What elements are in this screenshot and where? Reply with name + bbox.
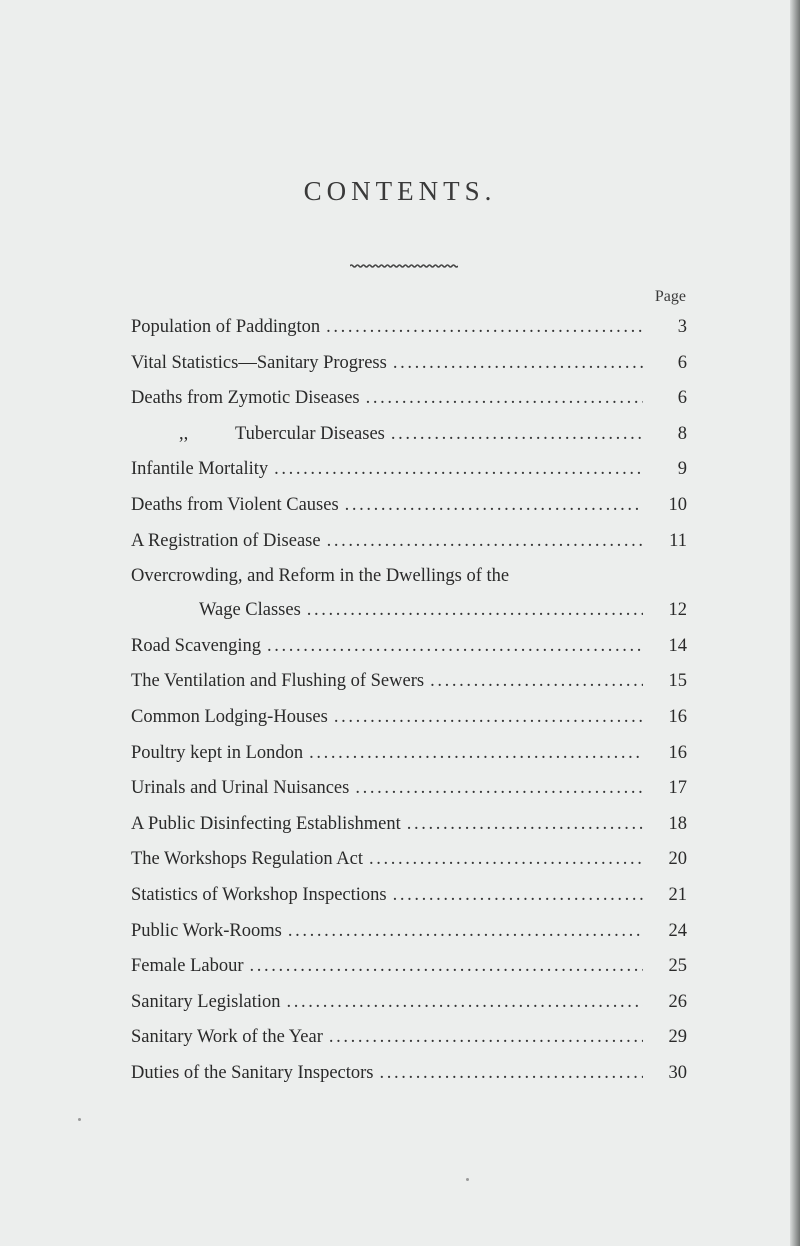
toc-entry bbox=[131, 488, 687, 524]
toc-entry-label: Population of Paddington bbox=[131, 317, 321, 337]
ditto-mark: ,, bbox=[179, 423, 189, 444]
toc-entry-label: Duties of the Sanitary Inspectors bbox=[131, 1062, 374, 1083]
toc-entry-label bbox=[131, 417, 385, 453]
toc-entry-page: 16 bbox=[668, 742, 687, 763]
dot-leader bbox=[329, 1020, 643, 1056]
toc-entry bbox=[131, 807, 687, 843]
toc-entry bbox=[131, 842, 687, 878]
toc-entry-label: Infantile Mortality bbox=[131, 459, 269, 480]
toc-entry-label: Public Work-Rooms bbox=[131, 920, 282, 941]
toc-entry bbox=[131, 417, 687, 453]
toc-entry-page: 21 bbox=[668, 884, 687, 905]
toc-entry bbox=[131, 1056, 687, 1092]
dot-leader bbox=[393, 878, 643, 914]
toc-entry bbox=[131, 914, 687, 950]
dot-leader bbox=[366, 381, 643, 417]
toc-entry-label: Poultry kept in London bbox=[131, 742, 304, 763]
toc-entry bbox=[131, 524, 687, 560]
dot-leader bbox=[307, 593, 643, 629]
toc-entry-page: 9 bbox=[677, 459, 687, 480]
page-title: CONTENTS. bbox=[303, 176, 497, 206]
page-edge-shadow bbox=[790, 0, 800, 1246]
toc-entry-label: Wage Classes bbox=[199, 600, 301, 621]
toc-entry-page: 29 bbox=[668, 1027, 687, 1048]
toc-entry-label: Overcrowding, and Reform in the Dwellings of the bbox=[131, 566, 510, 587]
toc-entry-page: 15 bbox=[668, 671, 687, 692]
toc-entry-page: 20 bbox=[668, 849, 687, 870]
toc-entry-label: Deaths from Zymotic Diseases bbox=[131, 388, 360, 409]
toc-entry-page: 26 bbox=[668, 991, 687, 1012]
toc-entry-continuation bbox=[131, 593, 687, 629]
toc-entry bbox=[131, 736, 687, 772]
table-of-contents bbox=[131, 310, 687, 1091]
toc-entry bbox=[131, 381, 687, 417]
dot-leader bbox=[380, 1056, 644, 1092]
dot-leader bbox=[274, 452, 643, 488]
toc-entry-label: Female Labour bbox=[131, 956, 244, 977]
dot-leader bbox=[287, 985, 643, 1021]
toc-entry bbox=[131, 346, 687, 382]
toc-entry-page: 12 bbox=[668, 600, 687, 621]
toc-entry bbox=[131, 878, 687, 914]
toc-entry-label: Road Scavenging bbox=[131, 635, 261, 656]
toc-entry-page: 10 bbox=[668, 494, 687, 515]
toc-entry-label: A Registration of Disease bbox=[131, 530, 321, 551]
paper-speck bbox=[78, 1118, 81, 1121]
toc-entry bbox=[131, 949, 687, 985]
toc-entry-label-text: Tubercular Diseases bbox=[235, 423, 385, 444]
toc-entry-label: Statistics of Workshop Inspections bbox=[131, 884, 387, 905]
toc-entry-page: 14 bbox=[668, 635, 687, 656]
toc-entry-page: 25 bbox=[668, 956, 687, 977]
toc-entry-page: 16 bbox=[668, 706, 687, 727]
dot-leader bbox=[288, 914, 643, 950]
dot-leader bbox=[250, 949, 644, 985]
dot-leader bbox=[391, 417, 643, 453]
toc-entry bbox=[131, 771, 687, 807]
dot-leader bbox=[334, 700, 643, 736]
toc-entry-label: Urinals and Urinal Nuisances bbox=[131, 778, 350, 799]
dot-leader bbox=[355, 771, 643, 807]
toc-entry-label: Vital Statistics—Sanitary Progress bbox=[131, 352, 387, 373]
toc-entry-label: Sanitary Legislation bbox=[131, 991, 281, 1012]
dot-leader bbox=[267, 629, 643, 665]
dot-leader bbox=[407, 807, 643, 843]
dot-leader bbox=[327, 524, 643, 560]
toc-entry-page: 17 bbox=[668, 778, 687, 799]
toc-entry bbox=[131, 310, 687, 346]
toc-entry-page: 30 bbox=[668, 1062, 687, 1083]
dot-leader bbox=[369, 842, 643, 878]
toc-entry-label: Deaths from Violent Causes bbox=[131, 494, 339, 515]
toc-entry bbox=[131, 664, 687, 700]
toc-entry-label: A Public Disinfecting Establishment bbox=[131, 813, 401, 834]
toc-entry-label: The Workshops Regulation Act bbox=[131, 849, 363, 870]
toc-entry-label: Sanitary Work of the Year bbox=[131, 1027, 323, 1048]
page-column-header: Page bbox=[654, 288, 686, 305]
dot-leader bbox=[326, 310, 643, 346]
decorative-wavy-rule bbox=[350, 264, 458, 268]
dot-leader bbox=[345, 488, 643, 524]
toc-entry-label: Common Lodging-Houses bbox=[131, 706, 328, 727]
toc-entry bbox=[131, 1020, 687, 1056]
toc-entry-page: 11 bbox=[669, 530, 687, 551]
toc-entry bbox=[131, 700, 687, 736]
toc-entry bbox=[131, 559, 687, 593]
paper-speck bbox=[466, 1178, 469, 1181]
dot-leader bbox=[309, 736, 643, 772]
toc-entry bbox=[131, 629, 687, 665]
toc-entry-page: 3 bbox=[677, 317, 687, 337]
toc-entry-page: 8 bbox=[677, 423, 687, 444]
toc-entry bbox=[131, 452, 687, 488]
dot-leader bbox=[393, 346, 643, 382]
toc-entry-label: The Ventilation and Flushing of Sewers bbox=[131, 671, 425, 692]
toc-entry-page: 6 bbox=[677, 388, 687, 409]
toc-entry-page: 18 bbox=[668, 813, 687, 834]
toc-entry-page: 6 bbox=[677, 352, 687, 373]
dot-leader bbox=[430, 664, 643, 700]
toc-entry bbox=[131, 985, 687, 1021]
toc-entry-page: 24 bbox=[668, 920, 687, 941]
